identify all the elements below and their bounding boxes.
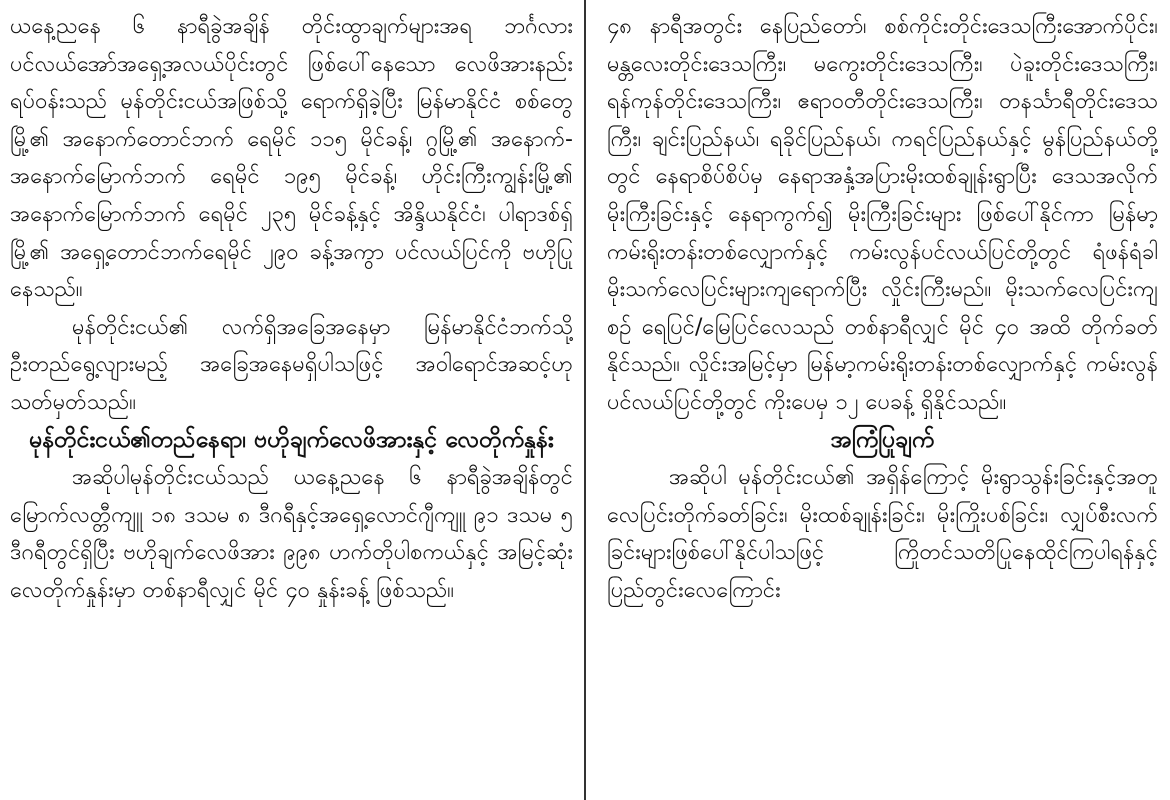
cyclone-position-paragraph: ယနေ့ညနေ ၆ နာရီခွဲအချိန် တိုင်းထွာချက်များအရ ဘင်္ဂလားပင်လယ်အော်အရှေ့အလယ်ပိုင်းတွင် ဖြစ်ပေါ်နေသော လေဖိအားနည်းရပ်ဝန်းသည် မုန်တိုင်းငယ်အဖြစ်သို့ ရောက်ရှိခဲ့ပြီး မြန်မာနိုင်ငံ စစ်တွေမြို့၏ အနောက်တောင်ဘက် ရေမိုင် ၁၁၅ မိုင်ခန့်၊ ဂွမြို့၏ အနောက်-အနောက်မြောက်ဘက် ရေမိုင် ၁၉၅ မိုင်ခန့်၊ ဟိုင်းကြီးကျွန်းမြို့၏ အနောက်မြောက်ဘက် ရေမိုင် ၂၃၅ မိုင်ခန့်နှင့် အိန္ဒိယနိုင်ငံ၊ ပါရာဒစ်ရှ်မြို့၏ အရှေ့တောင်ဘက်ရေမိုင် ၂၉၀ ခန့်အကွာ ပင်လယ်ပြင်ကို ဗဟိုပြုနေသည်။ (10, 14, 573, 303)
coordinates-paragraph: အဆိုပါမုန်တိုင်းငယ်သည် ယနေ့ညနေ ၆ နာရီခွဲအချိန်တွင် မြောက်လတ္တီကျူ ၁၈ ဒသမ ၈ ဒီဂရီနှင့်အရှေ့လောင်ဂျီကျူ ၉၁ ဒသမ ၅ ဒီဂရီတွင်ရှိပြီး ဗဟိုချက်လေဖိအား ၉၉၈ ဟက်တိုပါစကယ်နှင့် အမြင့်ဆုံးလေတိုက်နှုန်းမှာ တစ်နာရီလျှင် မိုင် ၄၀ နှုန်းခန့် ဖြစ်သည်။ (10, 465, 573, 603)
cyclone-status-paragraph: မုန်တိုင်းငယ်၏ လက်ရှိအခြေအနေမှာ မြန်မာနိုင်ငံဘက်သို့ ဦးတည်ရွေ့လျားမည့် အခြေအနေမရှိပါသဖြင့် အဝါရောင်အဆင့်ဟု သတ်မှတ်သည်။ (10, 314, 573, 415)
position-pressure-windspeed-heading: မုန်တိုင်းငယ်၏တည်နေရာ၊ ဗဟိုချက်လေဖိအားနှင့် လေတိုက်နှုန်း (29, 426, 554, 453)
advice-heading: အကြံပြုချက် (830, 426, 935, 453)
left-column (0, 0, 583, 800)
column-divider (584, 0, 586, 800)
forecast-paragraph: ၄၈ နာရီအတွင်း နေပြည်တော်၊ စစ်ကိုင်းတိုင်းဒေသကြီးအောက်ပိုင်း၊ မန္တလေးတိုင်းဒေသကြီး၊ မကွေးတိုင်းဒေသကြီး၊ ပဲခူးတိုင်းဒေသကြီး၊ ရန်ကုန်တိုင်းဒေသကြီး၊ ဧရာဝတီတိုင်းဒေသကြီး၊ တနင်္သာရီတိုင်းဒေသကြီး၊ ချင်းပြည်နယ်၊ ရခိုင်ပြည်နယ်၊ ကရင်ပြည်နယ်နှင့် မွန်ပြည်နယ်တို့တွင် နေရာစိပ်စိပ်မှ နေရာအနှံ့အပြားမိုးထစ်ချုန်းရွာပြီး ဒေသအလိုက် မိုးကြီးခြင်းနှင့် နေရာကွက်၍ မိုးကြီးခြင်းများ ဖြစ်ပေါ်နိုင်ကာ မြန်မာ့ကမ်းရိုးတန်းတစ်လျှောက်နှင့် ကမ်းလွန်ပင်လယ်ပြင်တို့တွင် ရံဖန်ရံခါ မိုးသက်လေပြင်းများကျရောက်ပြီး လှိုင်းကြီးမည်။ မိုးသက်လေပြင်းကျစဉ် ရေပြင်/မြေပြင်လေသည် တစ်နာရီလျှင် မိုင် ၄၀ အထိ တိုက်ခတ်နိုင်သည်။ လှိုင်းအမြင့်မှာ မြန်မာ့ကမ်းရိုးတန်းတစ်လျှောက်နှင့် ကမ်းလွန်ပင်လယ်ပြင်တို့တွင် ကိုးပေမှ ၁၂ ပေခန့် ရှိနိုင်သည်။ (607, 14, 1158, 415)
right-column (587, 0, 1170, 800)
advice-paragraph: အဆိုပါ မုန်တိုင်းငယ်၏ အရှိန်ကြောင့် မိုးရွာသွန်းခြင်းနှင့်အတူ လေပြင်းတိုက်ခတ်ခြင်း၊ မိုးထစ်ချုန်းခြင်း၊ မိုးကြိုးပစ်ခြင်း၊ လျှပ်စီးလက်ခြင်းများဖြစ်ပေါ်နိုင်ပါသဖြင့် ကြိုတင်သတိပြုနေထိုင်ကြပါရန်နှင့် ပြည်တွင်းလေကြောင်း (607, 465, 1158, 603)
